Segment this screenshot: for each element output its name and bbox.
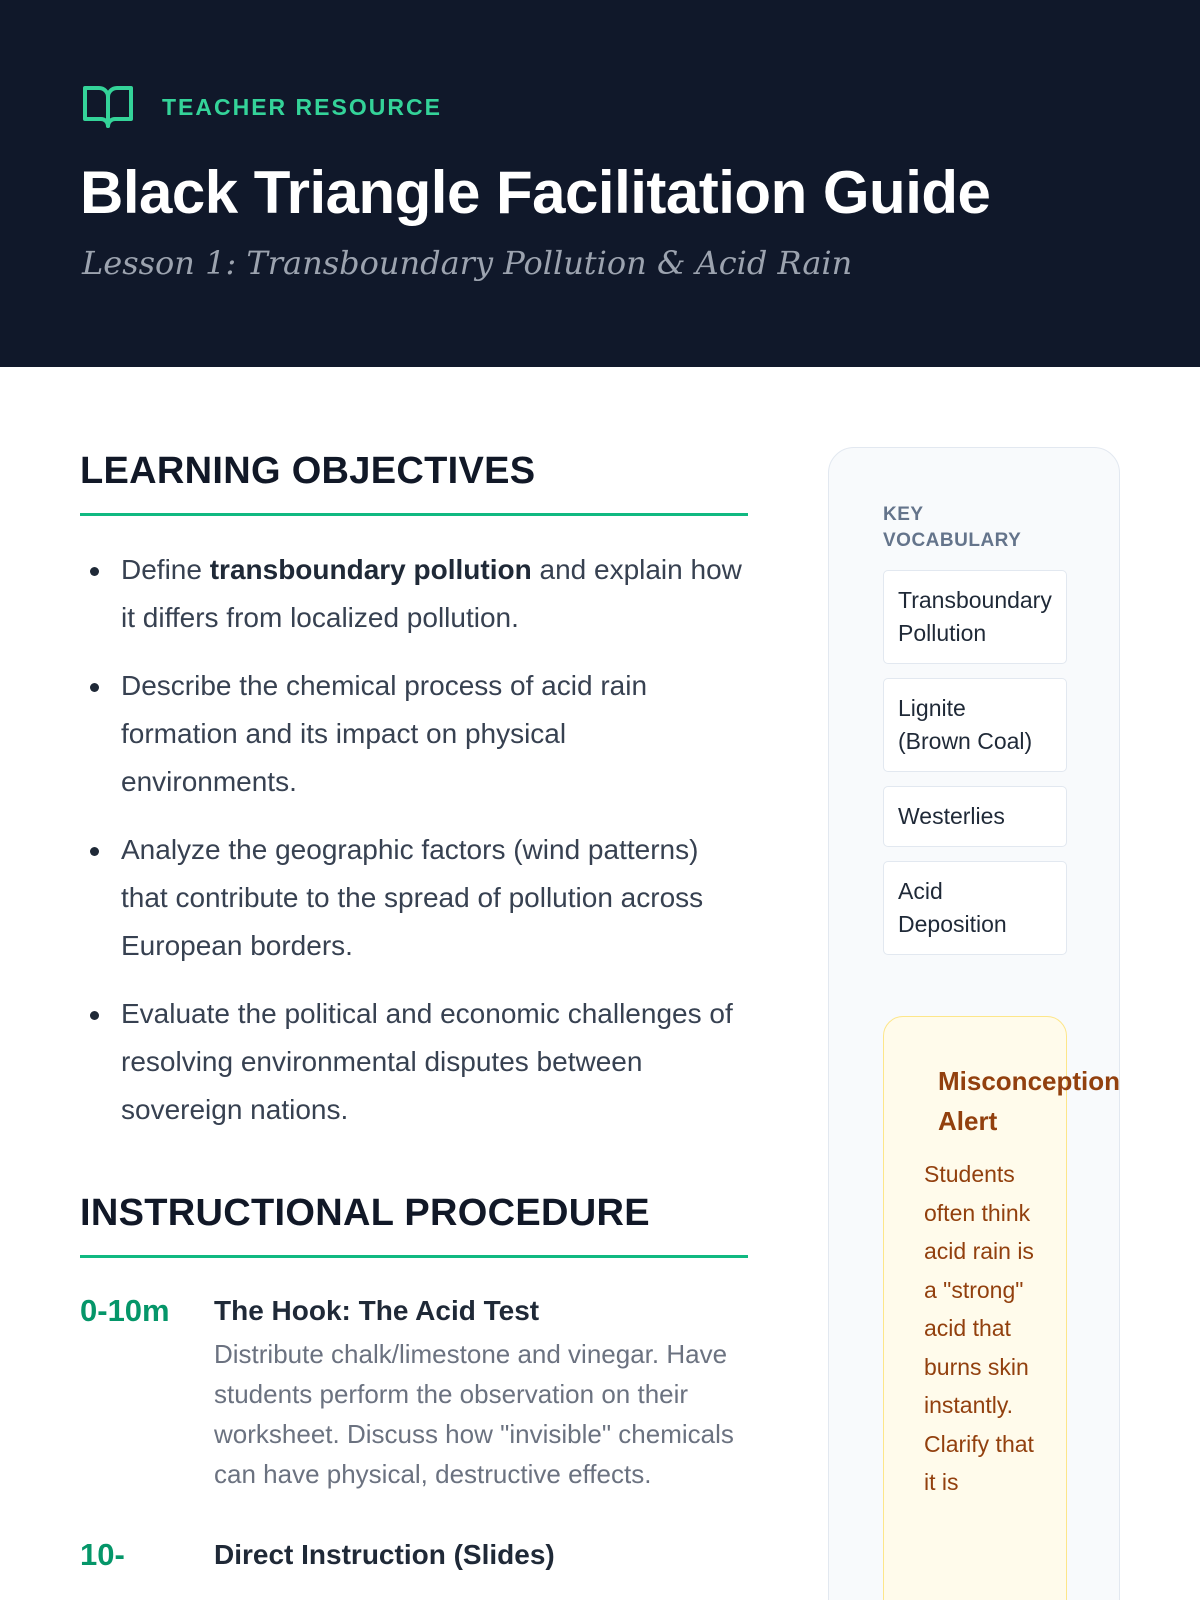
vocab-term-line: Pollution <box>898 620 987 646</box>
page-title: Black Triangle Facilitation Guide <box>80 159 991 226</box>
vocab-term-line: Deposition <box>898 911 1007 937</box>
procedure-step <box>80 1536 748 1574</box>
section-heading: INSTRUCTIONAL PROCEDURE <box>80 1192 748 1258</box>
objective-item <box>80 826 748 970</box>
objective-term: transboundary pollution <box>209 554 532 585</box>
alert-title-line: Alert <box>938 1106 998 1136</box>
objective-text: Describe the chemical process of acid rain formation and its impact on physical environments. <box>121 670 648 797</box>
step-body <box>214 1292 748 1494</box>
misconception-alert <box>883 1016 1121 1600</box>
section-heading: LEARNING OBJECTIVES <box>80 450 748 516</box>
page-header <box>0 0 1200 367</box>
open-book-icon <box>82 84 134 130</box>
step-title: Direct Instruction (Slides) <box>214 1539 555 1570</box>
vocab-list <box>883 570 1067 969</box>
vocab-term <box>883 786 1067 847</box>
vocab-heading-line: KEY <box>883 504 924 525</box>
objective-text: and explain how it differs from localized pollution. <box>121 554 742 633</box>
instructional-procedure-section <box>80 1192 748 1574</box>
objective-text: Analyze the geographic factors (wind patterns) that contribute to the spread of pollution across European borders. <box>121 834 704 961</box>
alert-title <box>938 1061 1120 1141</box>
eyebrow <box>82 84 442 130</box>
vocab-term <box>883 570 1067 664</box>
step-time: 10- <box>80 1537 125 1572</box>
objective-item <box>80 546 748 642</box>
page-subtitle: Lesson 1: Transboundary Pollution & Acid Rain <box>82 244 853 282</box>
eyebrow-label: TEACHER RESOURCE <box>162 93 442 120</box>
learning-objectives-section <box>80 450 748 1134</box>
objective-item <box>80 662 748 806</box>
objectives-list <box>80 546 748 1134</box>
step-description: Distribute chalk/limestone and vinegar. Have students perform the observation on their worksheet. Discuss how "invisible" chemicals can have physical, destructive effects. <box>214 1339 734 1489</box>
alert-text: Students often think acid rain is a "strong" acid that burns skin instantly. Clarify that it is <box>924 1161 1034 1495</box>
vocab-term-line: Lignite <box>898 695 966 721</box>
vocab-heading-line: VOCABULARY <box>883 530 1022 551</box>
objective-item <box>80 990 748 1134</box>
vocab-term-line: Acid <box>898 878 943 904</box>
vocab-term-line: (Brown Coal) <box>898 728 1033 754</box>
step-time: 0-10m <box>80 1293 170 1328</box>
alert-title-line: Misconception <box>938 1066 1121 1096</box>
vocab-term <box>883 861 1067 955</box>
objective-text: Define <box>121 554 210 585</box>
objective-text: Evaluate the political and economic challenges of resolving environmental disputes between sovereign nations. <box>121 998 733 1125</box>
vocab-term-line: Westerlies <box>898 803 1005 829</box>
vocab-term <box>883 678 1067 772</box>
vocab-heading <box>883 502 1063 554</box>
vocab-term-line: Transboundary <box>898 587 1052 613</box>
step-body <box>214 1536 748 1574</box>
sidebar <box>828 447 1120 1600</box>
step-title: The Hook: The Acid Test <box>214 1295 540 1326</box>
procedure-step <box>80 1292 748 1494</box>
main-content <box>80 450 748 1574</box>
